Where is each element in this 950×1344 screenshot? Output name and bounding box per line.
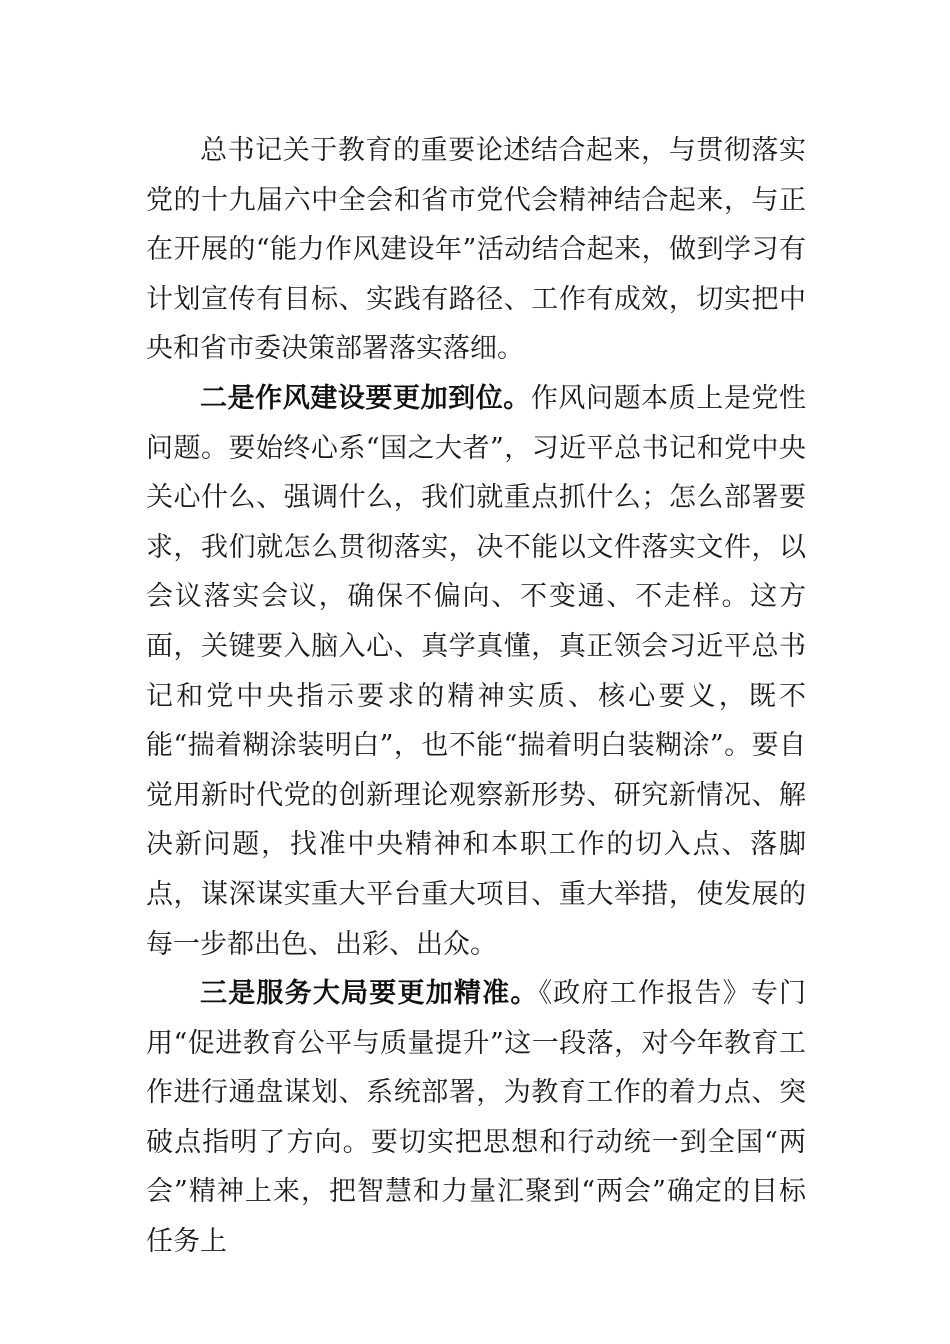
paragraph-3-text: 《政府工作报告》专门用“促进教育公平与质量提升”这一段落，对今年教育工作进行通盘谋划、系统部署，为教育工作的着力点、突破点指明了方向。要切实把思想和行动统一到全国“两会”精神上来，把智慧和力量汇聚到“两会”确定的目标任务上 bbox=[146, 978, 807, 1258]
paragraph-2-text: 作风问题本质上是党性问题。要始终心系“国之大者”，习近平总书记和党中央关心什么、强调什么，我们就重点抓什么；怎么部署要求，我们就怎么贯彻落实，决不能以文件落实文件，以会议落实会议，确保不偏向、不变通、不走样。这方面，关键要入脑入心、真学真懂，真正领会习近平总书记和党中央指示要求的精神实质、核心要义，既不能“揣着糊涂装明白”，也不能“揣着明白装糊涂”。要自觉用新时代党的创新理论观察新形势、研究新情况、解决新问题，找准中央精神和本职工作的切入点、落脚点，谋深谋实重大平台重大项目、重大举措，使发展的每一步都出色、出彩、出众。 bbox=[146, 382, 807, 960]
paragraph-2 bbox=[146, 374, 806, 969]
paragraph-3-lead: 三是服务大局要更加精准。 bbox=[200, 978, 539, 1010]
paragraph-1 bbox=[146, 126, 806, 374]
paragraph-2-lead: 二是作风建设要更加到位。 bbox=[200, 382, 531, 414]
paragraph-3 bbox=[146, 969, 806, 1267]
paragraph-1-text: 总书记关于教育的重要论述结合起来，与贯彻落实党的十九届六中全会和省市党代会精神结合起来，与正在开展的“能力作风建设年”活动结合起来，做到学习有计划宣传有目标、实践有路径、工作有成效，切实把中央和省市委决策部署落实落细。 bbox=[146, 135, 806, 365]
document-page bbox=[146, 126, 806, 1267]
